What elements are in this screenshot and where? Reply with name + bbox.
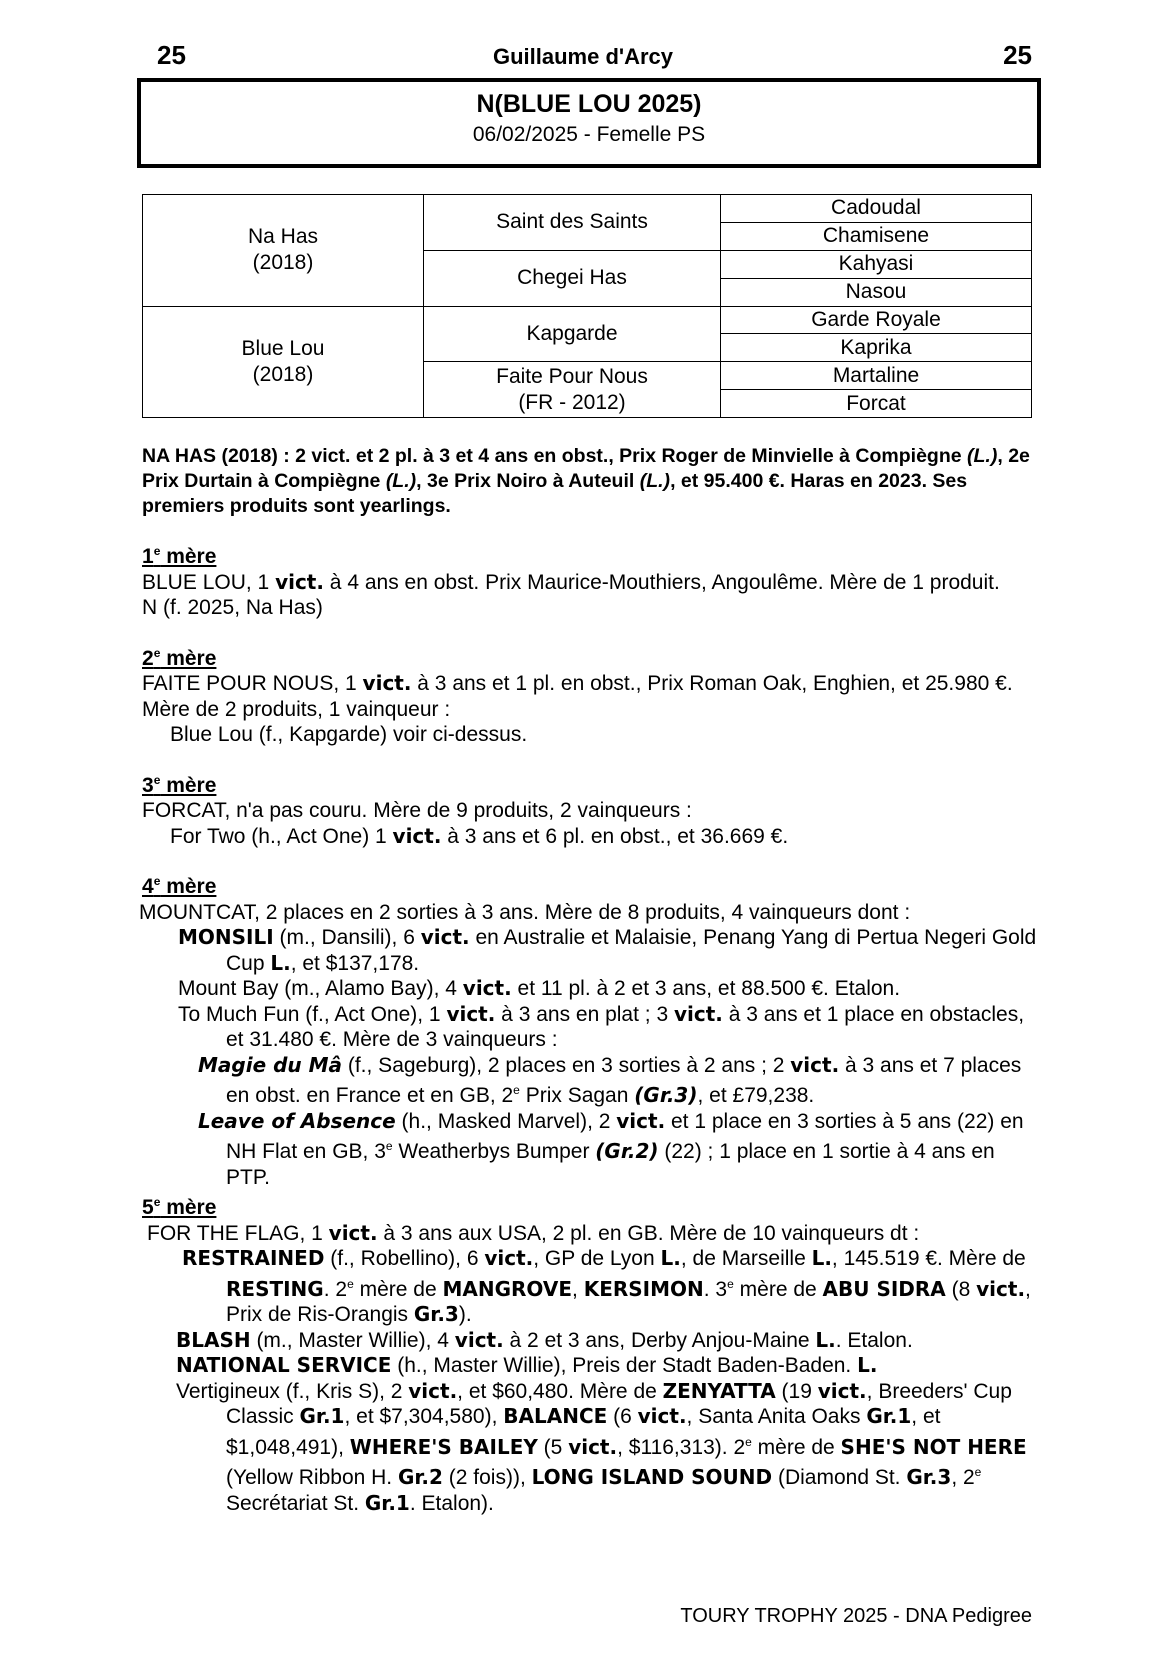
produce-entry: Magie du Mâ (f., Sageburg), 2 places en 3 sorties à 2 ans ; 2 vict. à 3 ans et 7 places en obst. en France et en GB, 2e Prix Sagan (Gr.3), et £79,238.: [198, 1052, 1022, 1107]
pedigree-table: [142, 194, 1032, 418]
pedigree-ssd: Chamisene: [721, 222, 1032, 250]
first-dam-section: [142, 539, 1042, 621]
dam-entry: FORCAT, n'a pas couru. Mère de 9 produits, 2 vainqueurs :: [142, 799, 692, 822]
lot-title-box: [137, 78, 1041, 168]
produce-entry: Mount Bay (m., Alamo Bay), 4 vict. et 11 pl. à 2 et 3 ans, et 88.500 €. Etalon.: [178, 976, 901, 1000]
lot-name: N(BLUE LOU 2025): [476, 90, 702, 118]
pedigree-sdd: Nasou: [721, 278, 1032, 306]
pedigree-dss: Garde Royale: [721, 306, 1032, 334]
pedigree-dam: Blue Lou (2018): [143, 306, 424, 418]
produce-entry: BLASH (m., Master Willie), 4 vict. à 2 et 3 ans, Derby Anjou-Maine L.. Etalon.: [176, 1327, 913, 1352]
dam-entry: FOR THE FLAG, 1 vict. à 3 ans aux USA, 2 pl. en GB. Mère de 10 vainqueurs dt :: [147, 1220, 920, 1245]
pedigree-sds: Kahyasi: [721, 250, 1032, 278]
section-heading: 2e mère: [142, 645, 217, 670]
pedigree-dam-dam: Faite Pour Nous (FR - 2012): [424, 362, 721, 418]
fourth-dam-section: [139, 869, 1042, 1190]
produce-entry: Blue Lou (f., Kapgarde) voir ci-dessus.: [170, 723, 528, 746]
dam-entry: FAITE POUR NOUS, 1 vict. à 3 ans et 1 pl. en obst., Prix Roman Oak, Enghien, et 25.980 €. Mère de 2 produits, 1 vainqueur :: [142, 671, 1013, 721]
catalogue-text: [139, 444, 1042, 1536]
fifth-dam-section: [142, 1190, 1042, 1516]
produce-entry: N (f. 2025, Na Has): [142, 596, 323, 619]
produce-entry: NATIONAL SERVICE (h., Master Willie), Preis der Stadt Baden-Baden. L.: [176, 1353, 878, 1377]
section-heading: 3e mère: [142, 772, 217, 797]
page-header: [0, 40, 1166, 70]
section-heading: 5e mère: [142, 1195, 217, 1219]
sire-note: NA HAS (2018) : 2 vict. et 2 pl. à 3 et 4 ans en obst., Prix Roger de Minvielle à Compiègne (L.), 2e Prix Durtain à Compiègne (L.), 3e Prix Noiro à Auteuil (L.), et 95.400 €. Haras en 2023. Ses premiers produits sont yearlings.: [142, 445, 1030, 517]
produce-entry: MONSILI (m., Dansili), 6 vict. en Australie et Malaisie, Penang Yang di Pertua Negeri Gold Cup L., et $137,178.: [178, 925, 1037, 975]
pedigree-dds: Martaline: [721, 362, 1032, 390]
pedigree-dsd: Kaprika: [721, 334, 1032, 362]
pedigree-ddd: Forcat: [721, 390, 1032, 418]
page-number-left: 25: [157, 40, 186, 70]
lot-details: 06/02/2025 - Femelle PS: [472, 123, 706, 146]
produce-entry: To Much Fun (f., Act One), 1 vict. à 3 ans en plat ; 3 vict. à 3 ans et 1 place en obstacles, et 31.480 €. Mère de 3 vainqueurs :: [178, 1001, 1025, 1051]
section-heading: 4e mère: [142, 874, 217, 898]
third-dam-section: [142, 768, 1042, 850]
pedigree-sire: Na Has (2018): [143, 195, 424, 307]
pedigree-sire-sire: Saint des Saints: [424, 195, 721, 251]
produce-entry: Leave of Absence (h., Masked Marvel), 2 vict. et 1 place en 3 sorties à 5 ans (22) en NH Flat en GB, 3e Weatherbys Bumper (Gr.2) (22) ; 1 place en 1 sortie à 4 ans en PTP.: [198, 1108, 1024, 1189]
produce-entry: Vertigineux (f., Kris S), 2 vict., et $60,480. Mère de ZENYATTA (19 vict., Breeders' Cup Classic Gr.1, et $7,304,580), BALANCE (6 vict., Santa Anita Oaks Gr.1, et $1,048,491), WHERE'S BAILEY (5 vict., $116,313). 2e mère de SHE'S NOT HERE (Yellow Ribbon H. Gr.2 (2 fois)), LONG ISLAND SOUND (Diamond St. Gr.3, 2e Secrétariat St. Gr.1. Etalon).: [176, 1378, 1027, 1515]
page-footer: TOURY TROPHY 2025 - DNA Pedigree: [680, 1605, 1032, 1627]
produce-entry: RESTRAINED (f., Robellino), 6 vict., GP de Lyon L., de Marseille L., 145.519 €. Mère de RESTING. 2e mère de MANGROVE, KERSIMON. 3e mère de ABU SIDRA (8 vict., Prix de Ris-Orangis Gr.3).: [182, 1246, 1031, 1326]
produce-entry: For Two (h., Act One) 1 vict. à 3 ans et 6 pl. en obst., et 36.669 €.: [170, 823, 789, 848]
section-heading: 1e mère: [142, 544, 217, 568]
dam-entry: MOUNTCAT, 2 places en 2 sorties à 3 ans. Mère de 8 produits, 4 vainqueurs dont :: [139, 900, 911, 924]
pedigree-sss: Cadoudal: [721, 195, 1032, 223]
breeder-name: Guillaume d'Arcy: [492, 44, 674, 69]
page-number-right: 25: [1003, 40, 1032, 70]
pedigree-sire-dam: Chegei Has: [424, 250, 721, 306]
second-dam-section: [142, 641, 1042, 748]
pedigree-dam-sire: Kapgarde: [424, 306, 721, 362]
dam-entry: BLUE LOU, 1 vict. à 4 ans en obst. Prix Maurice-Mouthiers, Angoulême. Mère de 1 produit.: [142, 569, 1000, 594]
